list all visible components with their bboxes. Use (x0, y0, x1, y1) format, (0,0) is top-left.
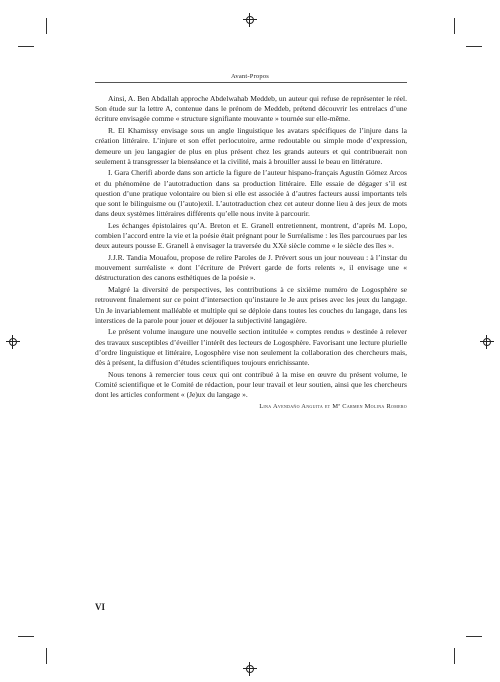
header-rule (95, 82, 407, 83)
running-header: Avant-Propos (230, 73, 270, 80)
crop-mark-top-left-v (46, 18, 47, 34)
crop-mark-bottom-left-v (46, 648, 47, 664)
paragraph: Ainsi, A. Ben Abdallah approche Abdelwahab Meddeb, un auteur qui refuse de représenter le réel. Son étude sur la lettre A, contenue dans le prénom de Meddeb, prétend découvrir les entrelacs d’une écriture envisagée comme « structure signifiante mouvante » tournée sur elle-même. (95, 94, 407, 124)
paragraph: Nous tenons à remercier tous ceux qui ont contribué à la mise en œuvre du présent volume, le Comité scientifique et le Comité de rédaction, pour leur travail et leur soutien, ainsi que les chercheurs dont les articles conforment « (Je)ux du langage ». (95, 369, 407, 400)
paragraph: J.J.R. Tandia Mouafou, propose de relire Paroles de J. Prévert sous un jour nouveau : à l’instar du mouvement surréaliste « dont l’écriture de Prévert garde de forts relents », il envisage une « déstructuration des canons esthétiques de la poésie ». (95, 253, 407, 283)
paragraph: I. Gara Cherifi aborde dans son article la figure de l’auteur hispano-français Agustín Gómez Arcos et du phénomène de l’autotraduction dans sa production littéraire. Elle essaie de dégager s’il est question d’une pratique volontaire ou bien si elle est associée à d’autres facteurs aussi importants tels que sont le bilinguisme ou (l’auto)exil. L’autotraduction chez cet auteur donne lieu à des jeux de mots dans deux systèmes littéraires différents qu’elle nous invite à parcourir. (95, 168, 407, 219)
registration-mark-bottom (243, 662, 257, 676)
registration-mark-top (243, 13, 257, 27)
crop-mark-bottom-right-h (466, 636, 482, 637)
paragraph: Les échanges épistolaires qu’A. Breton et E. Granell entretiennent, montrent, d’après M. Lopo, combien l’accord entre la vie et la poésie était prégnant pour le Surréalisme : les îles parcourues par les deux auteurs pousse E. Granell à envisager la traversée du XXè siècle comme « le siècle des îles ». (95, 220, 407, 251)
page-number: VI (95, 602, 106, 612)
registration-mark-left (6, 335, 20, 349)
crop-mark-top-right-v (454, 18, 455, 34)
paragraph: Le présent volume inaugure une nouvelle section intitulée « comptes rendus » destinée à relever des travaux susceptibles d’éveiller l’intérêt des lecteurs de Logosphère. Favorisant une lecture plurielle d’ordre linguistique et littéraire, Logosphère vise non seulement la collaboration des chercheurs mais, dès à présent, la diffusion d’études scientifiques toujours enrichissante. (95, 327, 407, 368)
crop-mark-bottom-left-h (18, 636, 34, 637)
crop-mark-top-left-h (18, 46, 34, 47)
body-text (95, 94, 407, 414)
registration-mark-right (480, 335, 494, 349)
crop-mark-bottom-right-v (454, 648, 455, 664)
paragraph: R. El Khamissy envisage sous un angle linguistique les avatars spécifiques de l’injure dans la création littéraire. L’injure et son effet perlocutoire, arme redoutable ou simple mode d’expression, demeure un jeu langagier de plus en plus présent chez les grands auteurs et qui contribuerait non seulement à transgresser la bienséance et la civilité, mais à brouiller aussi le beau en littérature. (95, 126, 407, 166)
crop-mark-top-right-h (466, 46, 482, 47)
signature: Lina Avendaño Anguita et Mª Carmen Molina Romero (259, 402, 407, 410)
paragraph: Malgré la diversité de perspectives, les contributions à ce sixième numéro de Logosphère se retrouvent finalement sur ce point d’intersection qu’instaure le Je aux prises avec les jeux du langage. Un Je invariablement malléable et multiple qui se déploie dans toutes les couches du langage, dans les interstices de la parole pour jouer et déjouer la subjectivité langagière. (95, 285, 407, 325)
